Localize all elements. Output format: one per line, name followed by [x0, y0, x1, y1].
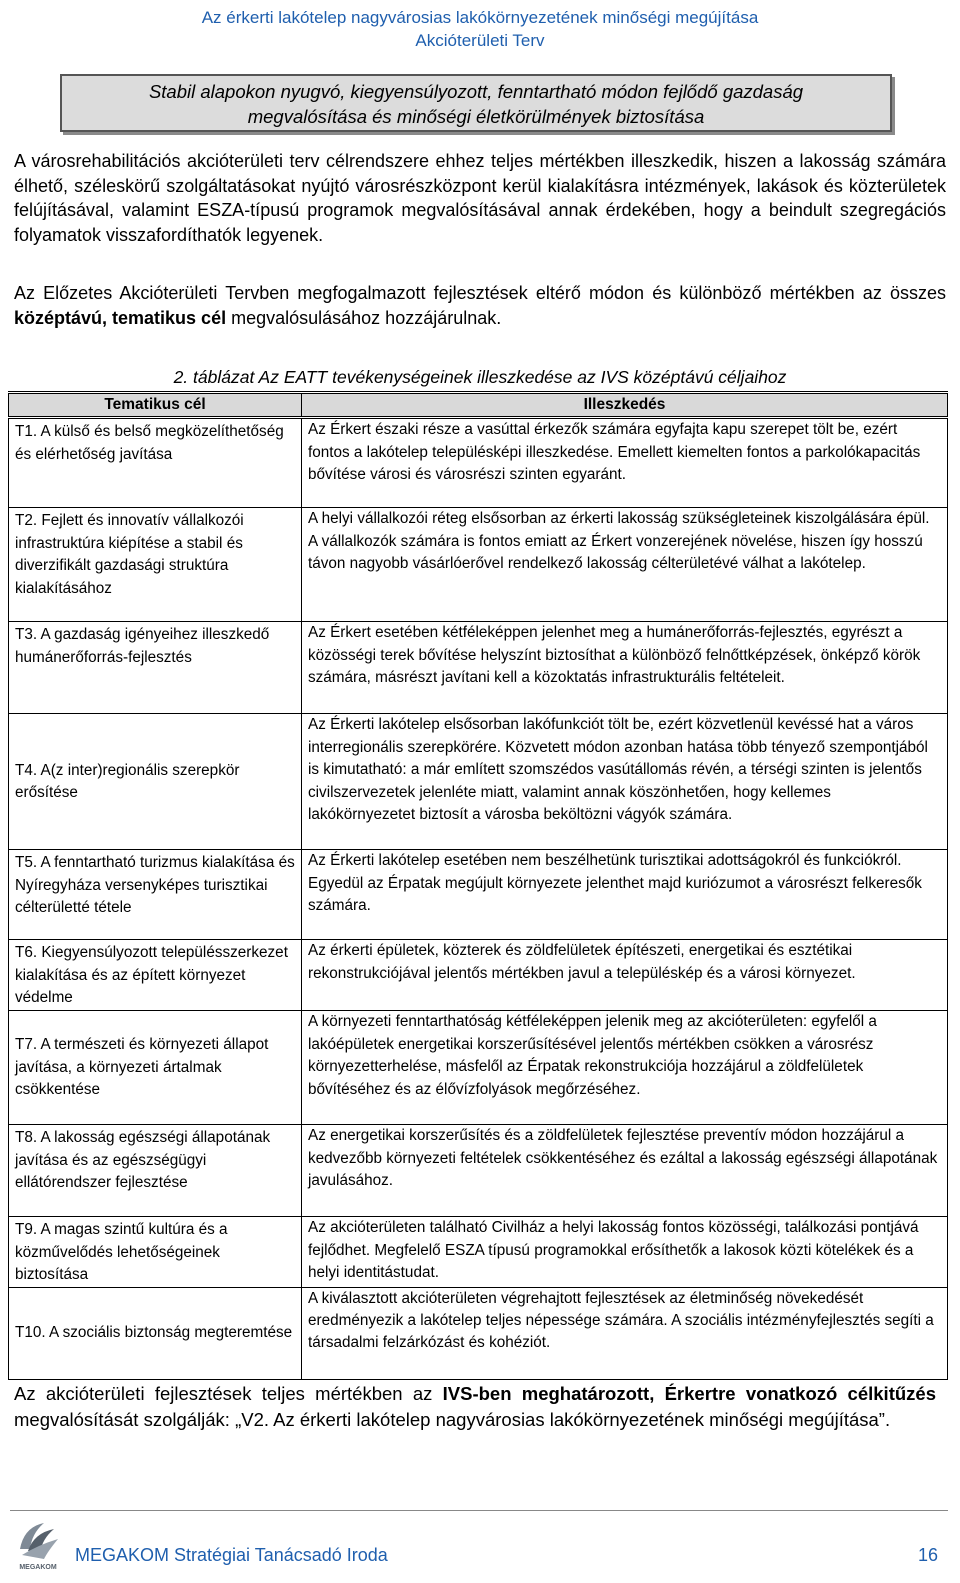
goal-cell: T9. A magas szintű kultúra és a közművelődés lehetőségeinek biztosítása — [9, 1217, 302, 1287]
table-row — [9, 1287, 948, 1379]
paragraph-2-text-b: megvalósulásához hozzájárulnak. — [226, 307, 502, 328]
footer-org: MEGAKOM Stratégiai Tanácsadó Iroda — [75, 1545, 388, 1565]
goals-fit-table — [8, 391, 948, 1380]
table-header-row — [9, 393, 948, 418]
fit-cell: A környezeti fenntarthatóság kétféleképpen jelenik meg az akcióterületen: egyfelől a lakóépületek energetikai korszerűsítésével jelentős mértékben csökken a városrész környezetterhelése, másfelől az Érpatak rekonstrukciója hozzájárul a zöldfelületek bővítéséhez és az élővízfolyások megőrzéséhez. — [302, 1011, 948, 1125]
fit-cell: Az energetikai korszerűsítés és a zöldfelületek fejlesztése preventív módon hozzájárul a kedvezőbb környezeti feltételek csökkentéséhez és ezáltal a lakosság egészségi állapotának javulásához. — [302, 1125, 948, 1217]
page-number: 16 — [917, 1545, 938, 1565]
goal-banner — [60, 74, 892, 132]
paragraph-3-text-b: megvalósítását szolgálják: „V2. Az érkerti lakótelep nagyvárosias lakókörnyezetének minőségi megújítása”. — [14, 1409, 891, 1430]
goal-cell: T1. A külső és belső megközelíthetőség és elérhetőség javítása — [9, 418, 302, 508]
table-row — [9, 508, 948, 622]
paragraph-2 — [14, 281, 946, 330]
table-row — [9, 418, 948, 508]
goal-cell: T5. A fenntartható turizmus kialakítása és Nyíregyháza versenyképes turisztikai célterületté tétele — [9, 850, 302, 940]
paragraph-3 — [14, 1381, 936, 1433]
table-row — [9, 714, 948, 850]
header-title: Az érkerti lakótelep nagyvárosias lakókörnyezetének minőségi megújítása — [201, 8, 759, 27]
fit-cell: Az Érkert esetében kétféleképpen jelenhet meg a humánerőforrás-fejlesztés, egyrészt a közösségi terek bővítése helyszínt biztosíthat a különböző felnőttképzések, önképző körök számára, másrészt javítani kell a közoktatás infrastrukturális feltételeit. — [302, 622, 948, 714]
banner-line-1: Stabil alapokon nyugvó, kiegyensúlyozott, fenntartható módon fejlődő gazdaság — [148, 81, 804, 102]
paragraph-3-bold: IVS-ben meghatározott, Érkertre vonatkozó célkitűzés — [442, 1383, 936, 1404]
column-header-goal: Tematikus cél — [9, 393, 302, 418]
table-row — [9, 1217, 948, 1287]
fit-cell: Az érkerti épületek, közterek és zöldfelületek építészeti, energetikai és esztétikai rekonstrukciójával jelentős mértékben javul a településkép és a városi környezet. — [302, 940, 948, 1011]
table-row — [9, 1011, 948, 1125]
table-row — [9, 622, 948, 714]
fit-cell: Az Érkerti lakótelep esetében nem beszélhetünk turisztikai adottságokról és funkciókról. Egyedül az Érpatak megújult környezete jelenthet majd kuriózumot a városrészt felkeresők számára. — [302, 850, 948, 940]
fit-cell: Az Érkerti lakótelep elsősorban lakófunkciót tölt be, ezért közvetlenül kevéssé hat a város interregionális szerepkörére. Közvetett módon azonban hatása több tényező szempontjából is kimutatható: a már említett szomszédos vasútállomás révén, a térségi szinten is jelentős civilszervezetek jelenléte miatt, valamint annak köszönhetően, hogy kellemes lakókörnyezetet biztosít a városba beköltözni vágyók számára. — [302, 714, 948, 850]
page-header — [0, 6, 960, 52]
goal-cell: T4. A(z inter)regionális szerepkör erősítése — [9, 714, 302, 850]
table-caption: 2. táblázat Az EATT tevékenységeinek illeszkedése az IVS középtávú céljaihoz — [173, 367, 787, 387]
column-header-fit: Illeszkedés — [302, 393, 948, 418]
paragraph-3-text-a: Az akcióterületi fejlesztések teljes mértékben az — [14, 1383, 443, 1404]
fit-cell: Az akcióterületen található Civilház a helyi lakosság fontos közösségi, találkozási pontjává fejlődhet. Megfelelő ESZA típusú programokkal erősíthetők a lakosok közti kötelékek és a helyi identitástudat. — [302, 1217, 948, 1287]
fit-cell: A helyi vállalkozói réteg elsősorban az érkerti lakosság szükségleteinek kiszolgálására épül. A vállalkozók számára is fontos emiatt az Érkert vonzerejének növelése, hiszen így hosszú távon nagyobb vásárlóerővel rendelkező lakosság célterületévé válhat a lakótelep. — [302, 508, 948, 622]
goal-cell: T3. A gazdaság igényeihez illeszkedő humánerőforrás-fejlesztés — [9, 622, 302, 714]
paragraph-2-text-a: Az Előzetes Akcióterületi Tervben megfogalmazott fejlesztések eltérő módon és különböző mértékben az összes — [14, 283, 946, 303]
table-row — [9, 940, 948, 1011]
table-row — [9, 1125, 948, 1217]
table-row — [9, 850, 948, 940]
goal-cell: T8. A lakosság egészségi állapotának javítása és az egészségügyi ellátórendszer fejlesztése — [9, 1125, 302, 1217]
paragraph-1: A városrehabilitációs akcióterületi terv célrendszere ehhez teljes mértékben illeszkedik, hiszen a lakosság számára élhető, széleskörű szolgáltatásokat nyújtó városrészközpont kerül kialakításra intézmények, lakások és közterületek felújításával, valamint ESZA-típusú programok megvalósításával annak érdekében, hogy a beindult szegregációs folyamatok visszafordíthatók legyenek. — [14, 151, 946, 245]
goal-cell: T2. Fejlett és innovatív vállalkozói infrastruktúra kiépítése a stabil és diverzifikált gazdasági struktúra kialakításához — [9, 508, 302, 622]
fit-cell: A kiválasztott akcióterületen végrehajtott fejlesztések az életminőség növekedését eredményezik a lakótelep teljes népessége számára. A szociális intézményfejlesztés segíti a társadalmi felzárkózást és kohéziót. — [302, 1287, 948, 1379]
header-subtitle: Akcióterületi Terv — [415, 31, 545, 50]
fit-cell: Az Érkert északi része a vasúttal érkezők számára egyfajta kapu szerepet tölt be, ezért fontos a lakótelep településképi illeszkedése. Emellett kiemelten fontos a parkolókapacitás bővítése városi és városrészi szinten egyaránt. — [302, 418, 948, 508]
megakom-logo-icon — [14, 1515, 62, 1573]
logo-text: MEGAKOM — [19, 1564, 57, 1571]
goal-cell: T10. A szociális biztonság megteremtése — [9, 1287, 302, 1379]
footer-divider — [10, 1510, 948, 1511]
goal-cell: T6. Kiegyensúlyozott településszerkezet kialakítása és az épített környezet védelme — [9, 940, 302, 1011]
paragraph-2-bold: középtávú, tematikus cél — [14, 307, 227, 328]
goal-cell: T7. A természeti és környezeti állapot javítása, a környezeti ártalmak csökkentése — [9, 1011, 302, 1125]
banner-line-2: megvalósítása és minőségi életkörülmények biztosítása — [247, 106, 705, 127]
